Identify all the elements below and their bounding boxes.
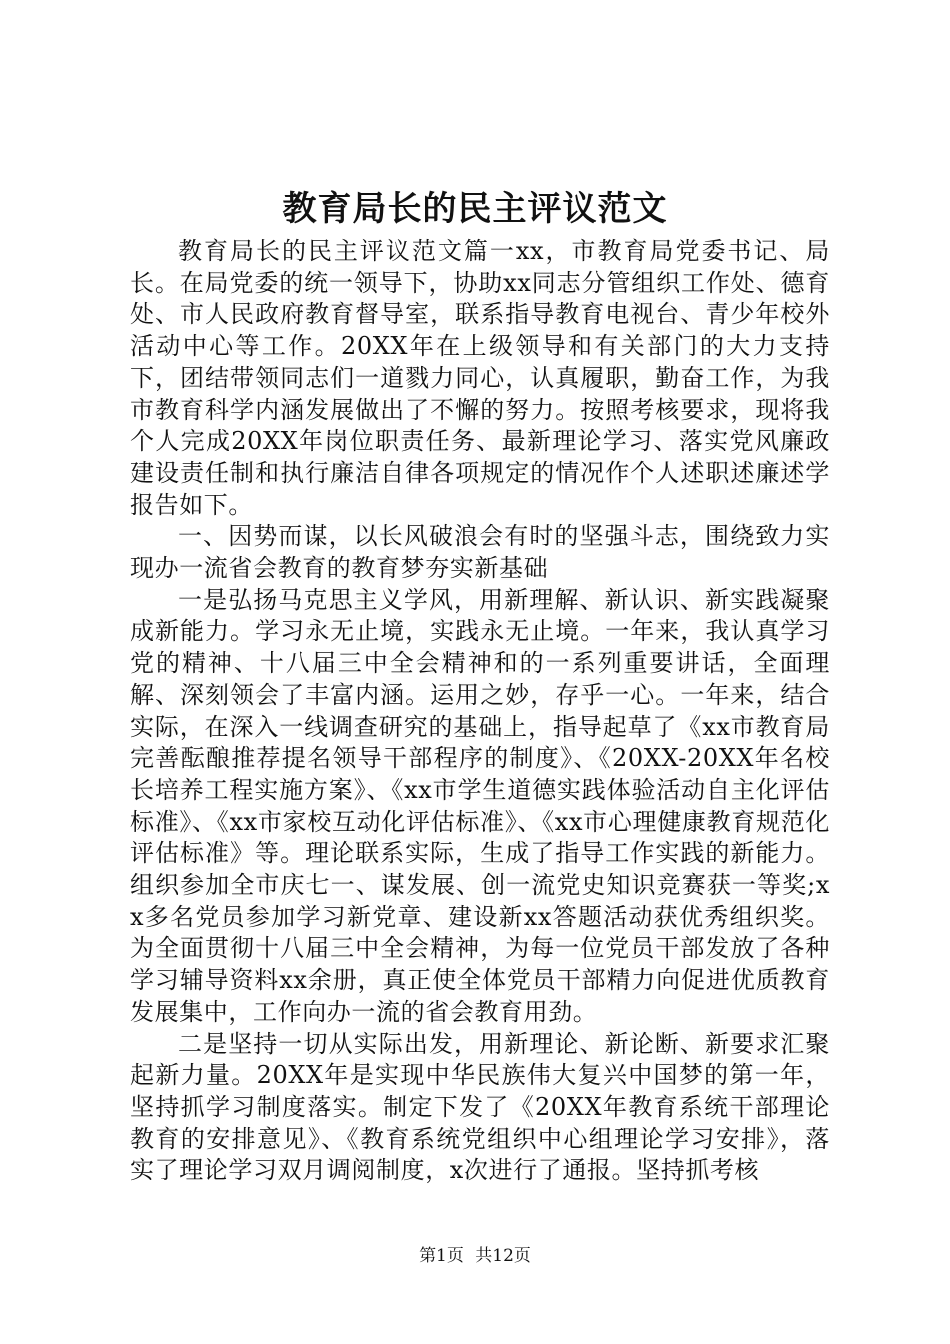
document-body [130,236,830,1187]
document-title: 教育局长的民主评议范文 [282,189,668,229]
page-total: 共12页 [475,1246,531,1266]
page-footer [0,1244,950,1268]
paragraph-intro: 教育局长的民主评议范文篇一xx，市教育局党委书记、局长。在局党委的统一领导下，协助xx同志分管组织工作处、德育处、市人民政府教育督导室，联系指导教育电视台、青少年校外活动中心等工作。20XX年在上级领导和有关部门的大力支持下，团结带领同志们一道戮力同心，认真履职，勤奋工作，为我市教育科学内涵发展做出了不懈的努力。按照考核要求，现将我个人完成20XX年岗位职责任务、最新理论学习、落实党风廉政建设责任制和执行廉洁自律各项规定的情况作个人述职述廉述学报告如下。 [130,237,830,519]
paragraph-section-heading: 一、因势而谋，以长风破浪会有时的坚强斗志，围绕致力实现办一流省会教育的教育梦夯实新基础 [130,522,830,583]
paragraph-point-one: 一是弘扬马克思主义学风，用新理解、新认识、新实践凝聚成新能力。学习永无止境，实践永无止境。一年来，我认真学习党的精神、十八届三中全会精神和的一系列重要讲话，全面理解、深刻领会了丰富内涵。运用之妙，存乎一心。一年来，结合实际，在深入一线调查研究的基础上，指导起草了《xx市教育局完善酝酿推荐提名领导干部程序的制度》、《20XX-20XX年名校长培养工程实施方案》、《xx市学生道德实践体验活动自主化评估标准》、《xx市家校互动化评估标准》、《xx市心理健康教育规范化评估标准》等。理论联系实际，生成了指导工作实践的新能力。组织参加全市庆七一、谋发展、创一流党史知识竞赛获一等奖;xx多名党员参加学习新党章、建设新xx答题活动获优秀组织奖。为全面贯彻十八届三中全会精神，为每一位党员干部发放了各种学习辅导资料xx余册，真正使全体党员干部精力向促进优质教育发展集中，工作向办一流的省会教育用劲。 [130,585,830,1026]
paragraph-point-two: 二是坚持一切从实际出发，用新理论、新论断、新要求汇聚起新力量。20XX年是实现中华民族伟大复兴中国梦的第一年，坚持抓学习制度落实。制定下发了《20XX年教育系统干部理论教育的安排意见》、《教育系统党组织中心组理论学习安排》，落实了理论学习双月调阅制度，x次进行了通报。坚持抓考核 [130,1029,830,1185]
page-number: 第1页 [419,1246,464,1266]
